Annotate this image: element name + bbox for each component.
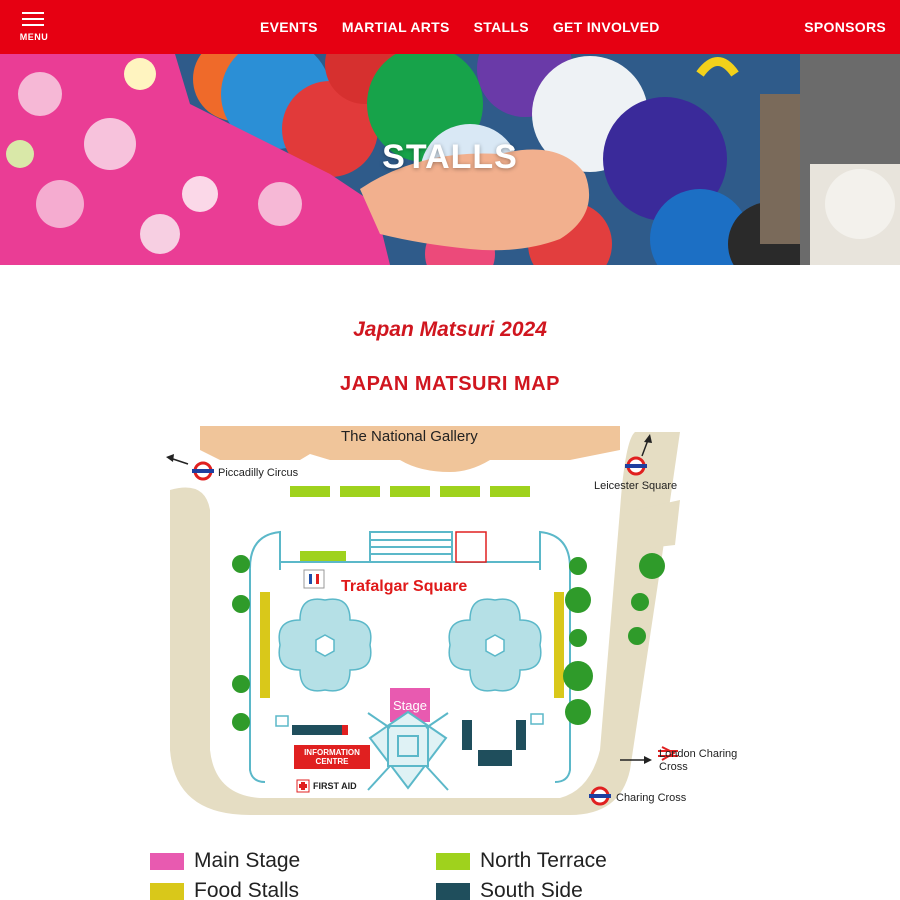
legend-item-food-stalls — [150, 879, 299, 900]
page-title: STALLS — [382, 138, 518, 176]
map-label-first-aid: FIRST AID — [313, 781, 357, 791]
nav-link-get-involved[interactable]: GET INVOLVED — [552, 19, 660, 35]
map-label-leicester-square: Leicester Square — [594, 480, 678, 492]
nav-links — [260, 0, 684, 54]
legend-label: Food Stalls — [194, 879, 300, 900]
hero-banner — [0, 54, 900, 265]
festival-map — [150, 420, 750, 830]
legend-swatch — [436, 853, 470, 870]
nav-link-sponsors[interactable]: SPONSORS — [804, 19, 886, 35]
map-label-trafalgar-square: Trafalgar Square — [341, 578, 468, 595]
map-label-charing-cross: Charing Cross — [616, 792, 687, 804]
menu-button[interactable] — [16, 12, 52, 44]
top-nav-bar — [0, 0, 900, 54]
menu-label: MENU — [19, 32, 49, 42]
nav-link-stalls[interactable]: STALLS — [473, 19, 529, 35]
legend-swatch — [436, 883, 470, 900]
legend-item-main-stage — [150, 849, 300, 873]
nav-link-martial-arts[interactable]: MARTIAL ARTS — [341, 19, 450, 35]
legend-label: South Side — [480, 879, 583, 900]
map-label-stage: Stage — [393, 698, 427, 713]
hamburger-icon — [22, 12, 44, 26]
map-label-piccadilly-circus: Piccadilly Circus — [218, 467, 299, 479]
map-label-national-gallery: The National Gallery — [341, 428, 478, 445]
legend-item-south-side — [436, 879, 583, 900]
nav-link-events[interactable]: EVENTS — [260, 19, 318, 35]
event-title: Japan Matsuri 2024 — [353, 318, 547, 341]
legend-label: Main Stage — [194, 849, 301, 872]
legend-swatch — [150, 853, 184, 870]
legend-item-north-terrace — [436, 849, 607, 873]
map-heading: JAPAN MATSURI MAP — [340, 373, 560, 395]
legend-swatch — [150, 883, 184, 900]
legend-label: North Terrace — [480, 849, 607, 872]
map-label-information-centre: INFORMATION CENTRE — [304, 748, 360, 766]
map-label-london-charing-cross: London Charing Cross — [659, 748, 738, 773]
